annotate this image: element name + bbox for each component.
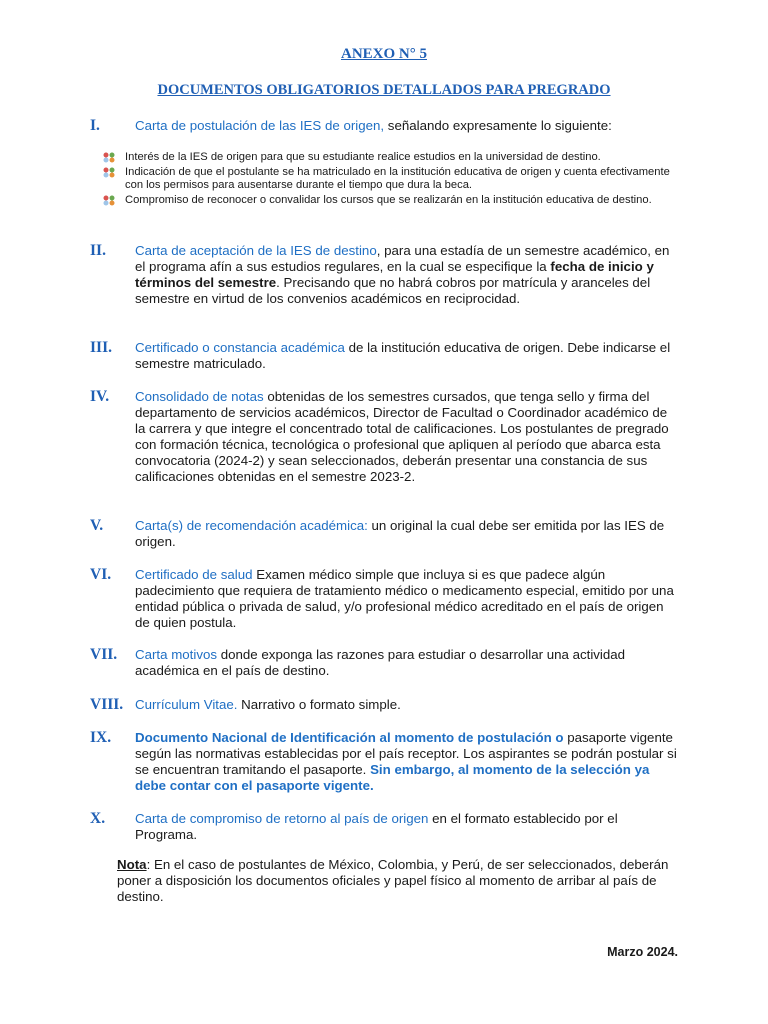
bullet-text: Indicación de que el postulante se ha matriculado en la institución educativa de origen y cuenta efectivamente con los permisos para ausentarse durante el tiempo que dura la beca. xyxy=(125,165,670,191)
item-number: IV. xyxy=(90,388,110,405)
item-heading: Carta motivos xyxy=(135,647,218,662)
item-heading: Carta de aceptación de la IES de destino xyxy=(135,243,377,258)
item-emphasis: fecha de inicio y términos del semestre xyxy=(135,259,654,290)
item-emphasis: Sin embargo, al momento de la selección ya debe contar con el pasaporte vigente. xyxy=(135,762,650,793)
item-text: obtenidas de los semestres cursados, que tenga sello y firma del departamento de servicios académicos, Director de Facultad o Coordinador académico de la carrera y que integre el concentrado total de calificaciones. Los postulantes de pregrado con formación técnica, tecnológica o profesional que apliquen al período que abarca esta convocatoria (2024-2) y sean seleccionados, deberán presentar una constancia de sus calificaciones obtenidas en el semestre 2023-2. xyxy=(135,389,669,484)
item-text: pasaporte vigente según las normativas establecidas por el país receptor. Los aspirantes se podrán postular si se encuentran tramitando el pasaporte. xyxy=(135,730,677,777)
item-viii xyxy=(90,697,680,713)
note-label: Nota xyxy=(117,857,147,872)
flower-bullet-icon xyxy=(102,151,116,164)
list-item xyxy=(102,166,682,193)
bullet-text: Interés de la IES de origen para que su estudiante realice estudios en la universidad de destino. xyxy=(125,151,601,163)
item-number: VIII. xyxy=(90,696,124,713)
bullet-text: Compromiso de reconocer o convalidar los cursos que se realizarán en la institución educativa de destino. xyxy=(125,193,652,206)
item-number: X. xyxy=(90,810,106,827)
document-date: Marzo 2024. xyxy=(607,945,678,959)
item-heading: Documento Nacional de Identificación al momento de postulación o xyxy=(135,730,564,745)
item-heading: Certificado o constancia académica xyxy=(135,340,345,355)
item-text: donde exponga las razones para estudiar o desarrollar una actividad académica en el país de destino. xyxy=(135,647,626,678)
bullet-list xyxy=(102,151,682,208)
item-vi xyxy=(90,567,680,631)
note-text: : En el caso de postulantes de México, Colombia, y Perú, de ser seleccionados, deberán poner a disposición los documentos oficiales y papel físico al momento de arribar al país de destino. xyxy=(117,857,669,904)
page-title: ANEXO N° 5 xyxy=(340,46,427,62)
item-heading: Carta de compromiso de retorno al país de origen xyxy=(135,811,429,826)
item-i xyxy=(90,118,680,134)
item-iii xyxy=(90,340,680,372)
item-text: de la institución educativa de origen. Debe indicarse el semestre matriculado. xyxy=(135,340,671,371)
flower-bullet-icon xyxy=(102,194,116,207)
item-text: en el formato establecido por el Programa. xyxy=(135,811,618,842)
item-number: II. xyxy=(90,242,106,259)
item-text: señalando expresamente lo siguiente: xyxy=(384,118,612,133)
item-text: Narrativo o formato simple. xyxy=(237,697,401,712)
item-number: III. xyxy=(90,339,112,356)
flower-bullet-icon xyxy=(102,166,116,179)
item-number: IX. xyxy=(90,729,112,746)
item-x xyxy=(90,811,680,843)
page-subtitle: DOCUMENTOS OBLIGATORIOS DETALLADOS PARA PREGRADO xyxy=(157,82,611,98)
note-paragraph xyxy=(117,857,687,905)
item-heading: Consolidado de notas xyxy=(135,389,264,404)
item-text: Examen médico simple que incluya si es que padece algún padecimiento que requiera de tratamiento médico o medicamento especial, emitido por una entidad pública o privada de salud, y/o profesional médico acreditado en el país de origen de quien postula. xyxy=(135,567,674,630)
item-v xyxy=(90,518,680,550)
list-item xyxy=(102,151,682,165)
item-number: VII. xyxy=(90,646,118,663)
item-heading: Carta(s) de recomendación académica: xyxy=(135,518,368,533)
item-iv xyxy=(90,389,680,485)
item-text: . Precisando que no habrá cobros por matrícula y aranceles del semestre en virtud de los convenios académicos en reciprocidad. xyxy=(135,275,651,306)
item-number: V. xyxy=(90,517,104,534)
list-item xyxy=(102,194,682,208)
item-ii xyxy=(90,243,680,307)
item-heading: Currículum Vitae. xyxy=(135,697,238,712)
item-number: VI. xyxy=(90,566,112,583)
item-text: , para una estadía de un semestre académico, en el programa afín a sus estudios regulares, en la cual se especifique la xyxy=(135,243,670,274)
item-heading: Certificado de salud xyxy=(135,567,253,582)
item-heading: Carta de postulación de las IES de origen, xyxy=(135,118,385,133)
item-ix xyxy=(90,730,680,794)
item-number: I. xyxy=(90,117,100,134)
item-vii xyxy=(90,647,680,679)
item-text: un original la cual debe ser emitida por las IES de origen. xyxy=(135,518,665,549)
